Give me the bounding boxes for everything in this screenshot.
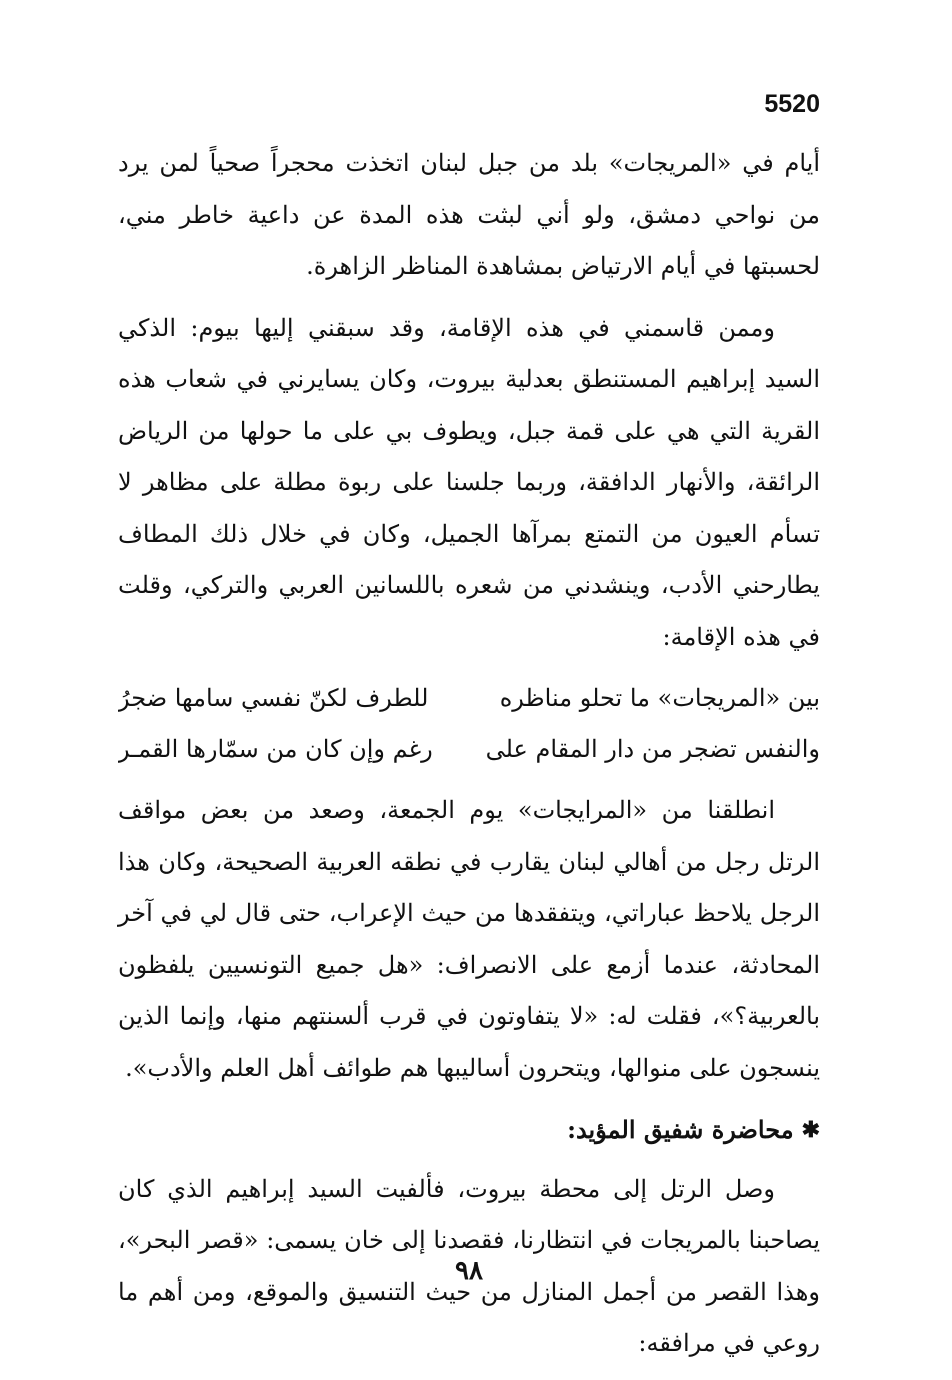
reference-number: 5520 — [764, 90, 820, 118]
paragraph-beirut-arrival: وصل الرتل إلى محطة بيروت، فألفيت السيد إبراهيم الذي كان يصاحبنا بالمريجات في انتظارنا، فقصدنا إلى خان يسمى: «قصر البحر»، وهذا القصر من أجمل المنازل من حيث التنسيق والموقع، ومن أهم ما روعي في مرافقه: — [118, 1174, 820, 1357]
paragraph-intro: أيام في «المريجات» بلد من جبل لبنان اتخذت محجراً صحياً لمن يرد من نواحي دمشق، ولو أني لبثت هذه المدة عن داعية خاطر مني، لحسبتها في أيام الارتياض بمشاهدة المناظر الزاهرة. — [118, 149, 820, 280]
star-icon: ✱ — [801, 1116, 820, 1143]
verse-first-hemistich: بين «المريجات» ما تحلو مناظره — [499, 684, 820, 712]
verse-first-hemistich: والنفس تضجر من دار المقام على — [485, 735, 820, 763]
body-text — [118, 138, 820, 1380]
book-page — [118, 0, 820, 1373]
poem-verse — [118, 673, 820, 724]
paragraph-companion: وممن قاسمني في هذه الإقامة، وقد سبقني إليها بيوم: الذكي السيد إبراهيم المستنطق بعدلية بيروت، وكان يسايرني في شعاب هذه القرية التي هي على قمة جبل، ويطوف بي على ما حولها من الرياض الرائقة، والأنهار الدافقة، وربما جلسنا على ربوة مطلة على مظاهر لا تسأم العيون من التمتع بمرآها الجميل، وكان في خلال ذلك المطاف يطارحني الأدب، وينشدني من شعره باللسانين العربي والتركي، وقلت في هذه الإقامة: — [118, 313, 820, 651]
page-number: ٩٨ — [455, 1256, 483, 1286]
verse-second-hemistich: رغم وإن كان من سمّارها القمـر — [118, 735, 433, 763]
poem — [118, 673, 820, 775]
section-heading — [118, 1104, 820, 1156]
poem-verse — [118, 724, 820, 775]
paragraph-train-journey: انطلقنا من «المرايجات» يوم الجمعة، وصعد من بعض مواقف الرتل رجل من أهالي لبنان يقارب في نطقه العربية الصحيحة، وكان هذا الرجل يلاحظ عباراتي، ويتفقدها من حيث الإعراب، حتى قال لي في آخر المحادثة، عندما أزمع على الانصراف: «هل جميع التونسيين يلفظون بالعربية؟»، فقلت له: «لا يتفاوتون في قرب ألسنتهم منها، وإنما الذين ينسجون على منوالها، ويتحرون أساليبها هم طوائف أهل العلم والأدب». — [118, 796, 820, 1082]
verse-second-hemistich: للطرف لكنّ نفسي سامها ضجرُ — [118, 684, 429, 712]
section-heading-text: محاضرة شفيق المؤيد: — [567, 1115, 794, 1144]
